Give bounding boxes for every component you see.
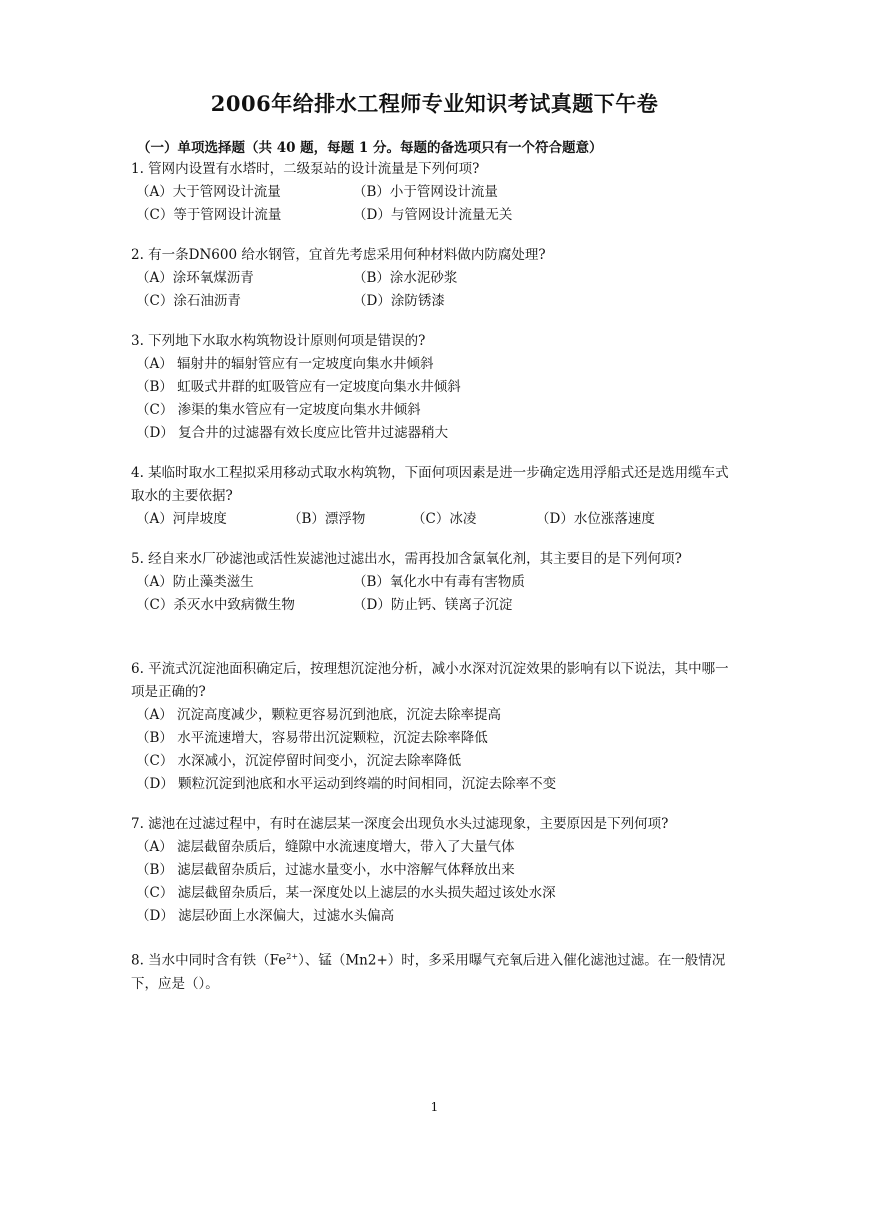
option-b: （B）涂水泥砂浆 [353,270,458,286]
question-stem: 5. 经自来水厂砂滤池或活性炭滤池过滤出水，需再投加含氯氧化剂，其主要目的是下列何项? [131,551,682,567]
question-5 [131,548,741,617]
option-c: （C）冰凌 [412,511,477,527]
question-stem: 7. 滤池在过滤过程中，有时在滤层某一深度会出现负水头过滤现象，主要原因是下列何项? [131,816,669,832]
option-d: （D）防止钙、镁离子沉淀 [353,597,513,613]
option-d: （D） 复合井的过滤器有效长度应比管井过滤器稍大 [136,425,449,441]
question-8 [131,945,741,996]
section-heading: （一）单项选择题（共 40 题，每题 1 分。每题的备选项只有一个符合题意） [137,140,603,156]
page-number: 1 [430,1100,439,1114]
question-1 [131,158,741,227]
option-c: （C）涂石油沥青 [136,293,241,309]
option-d: （D） 颗粒沉淀到池底和水平运动到终端的时间相同，沉淀去除率不变 [136,776,557,792]
question-stem: 6. 平流式沉淀池面积确定后，按理想沉淀池分析，减小水深对沉淀效果的影响有以下说法，其中哪一项是正确的? [131,661,729,700]
option-c: （C） 滤层截留杂质后，某一深度处以上滤层的水头损失超过该处水深 [136,885,556,901]
option-d: （D） 滤层砂面上水深偏大，过滤水头偏高 [136,908,395,924]
question-4 [131,462,741,531]
question-stem: 8. 当水中同时含有铁$(Fe^{2+})$、锰（Mn2+）时，多采用曝气充氧后进入催化滤池过滤。在一般情况下，应是（）。 [131,952,726,992]
question-3 [131,330,741,445]
question-7 [131,813,741,928]
option-b: （B）氧化水中有毒有害物质 [353,574,525,590]
option-a: （A）涂环氧煤沥青 [136,270,254,286]
option-c: （C） 渗渠的集水管应有一定坡度向集水井倾斜 [136,402,421,418]
option-b: （B）小于管网设计流量 [353,184,498,200]
option-a: （A）大于管网设计流量 [136,184,281,200]
option-b: （B） 水平流速增大，容易带出沉淀颗粒，沉淀去除率降低 [136,730,488,746]
option-a: （A）防止藻类滋生 [136,574,254,590]
option-c: （C）杀灭水中致病微生物 [136,597,295,613]
question-stem: 1. 管网内设置有水塔时，二级泵站的设计流量是下列何项? [131,161,480,177]
page-title: 2006年给排水工程师专业知识考试真题下午卷 [210,91,659,116]
question-stem: 3. 下列地下水取水构筑物设计原则何项是错误的? [131,333,426,349]
option-a: （A）河岸坡度 [136,511,227,527]
option-a: （A） 滤层截留杂质后，缝隙中水流速度增大，带入了大量气体 [136,839,515,855]
option-a: （A） 沉淀高度减少，颗粒更容易沉到池底，沉淀去除率提高 [136,707,502,723]
option-d: （D）与管网设计流量无关 [353,207,513,223]
option-c: （C） 水深减小，沉淀停留时间变小，沉淀去除率降低 [136,753,462,769]
option-c: （C）等于管网设计流量 [136,207,282,223]
option-b: （B） 虹吸式井群的虹吸管应有一定坡度向集水井倾斜 [136,379,461,395]
option-b: （B） 滤层截留杂质后，过滤水量变小，水中溶解气体释放出来 [136,862,515,878]
question-2 [131,244,741,313]
question-stem: 2. 有一条DN600 给水钢管，宜首先考虑采用何种材料做内防腐处理? [131,247,546,263]
option-d: （D）水位涨落速度 [536,511,655,527]
question-6 [131,658,741,796]
option-b: （B）漂浮物 [288,511,366,527]
question-stem: 4. 某临时取水工程拟采用移动式取水构筑物，下面何项因素是进一步确定选用浮船式还是选用缆车式取水的主要依据? [131,465,729,504]
option-a: （A） 辐射井的辐射管应有一定坡度向集水井倾斜 [136,356,434,372]
option-d: （D）涂防锈漆 [353,293,445,309]
